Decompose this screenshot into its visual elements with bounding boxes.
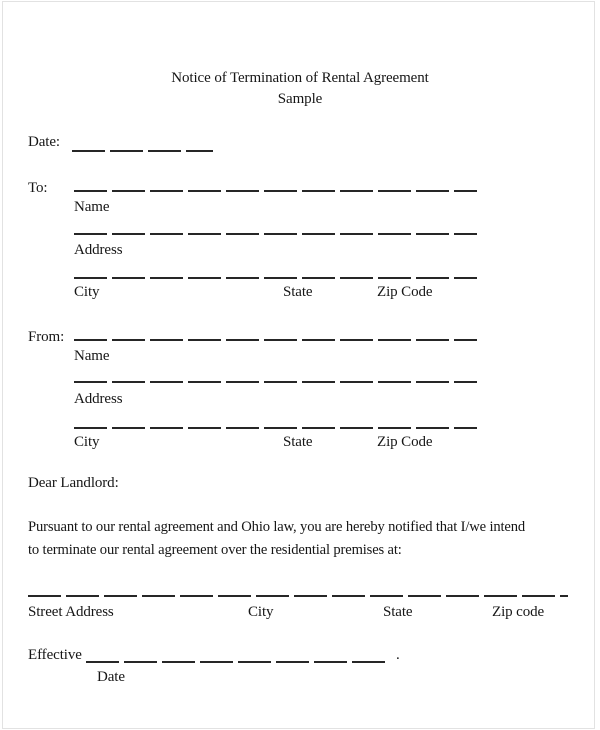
to-name-caption: Name bbox=[74, 199, 110, 215]
to-name-fill-line[interactable] bbox=[74, 190, 477, 192]
effective-date-fill-line[interactable] bbox=[86, 661, 390, 663]
salutation: Dear Landlord: bbox=[28, 475, 119, 491]
from-address-caption: Address bbox=[74, 391, 123, 407]
to-city-state-zip-fill-line[interactable] bbox=[74, 277, 477, 279]
premises-state-caption: State bbox=[383, 604, 413, 620]
to-city-caption: City bbox=[74, 284, 100, 300]
from-name-fill-line[interactable] bbox=[74, 339, 477, 341]
effective-period: . bbox=[396, 647, 400, 663]
effective-label: Effective bbox=[28, 647, 82, 663]
document-subtitle: Sample bbox=[277, 91, 323, 107]
from-address-fill-line[interactable] bbox=[74, 381, 477, 383]
from-name-caption: Name bbox=[74, 348, 110, 364]
premises-fill-line[interactable] bbox=[28, 595, 568, 597]
date-fill-line[interactable] bbox=[72, 150, 213, 152]
document-header bbox=[0, 68, 600, 110]
to-label: To: bbox=[28, 180, 48, 196]
premises-city-caption: City bbox=[248, 604, 274, 620]
from-state-caption: State bbox=[283, 434, 313, 450]
to-zip-caption: Zip Code bbox=[377, 284, 433, 300]
premises-street-caption: Street Address bbox=[28, 604, 114, 620]
from-label: From: bbox=[28, 329, 65, 345]
premises-zip-caption: Zip code bbox=[492, 604, 545, 620]
from-city-state-zip-fill-line[interactable] bbox=[74, 427, 477, 429]
from-city-caption: City bbox=[74, 434, 100, 450]
to-address-fill-line[interactable] bbox=[74, 233, 477, 235]
from-zip-caption: Zip Code bbox=[377, 434, 433, 450]
effective-date-caption: Date bbox=[97, 669, 125, 685]
document-title: Notice of Termination of Rental Agreement bbox=[171, 70, 429, 86]
to-address-caption: Address bbox=[74, 242, 123, 258]
body-paragraph-line-1: Pursuant to our rental agreement and Ohio law, you are hereby notified that I/we intend bbox=[28, 519, 526, 535]
to-state-caption: State bbox=[283, 284, 313, 300]
body-paragraph-line-2: to terminate our rental agreement over the residential premises at: bbox=[28, 542, 402, 558]
date-label: Date: bbox=[28, 134, 60, 150]
